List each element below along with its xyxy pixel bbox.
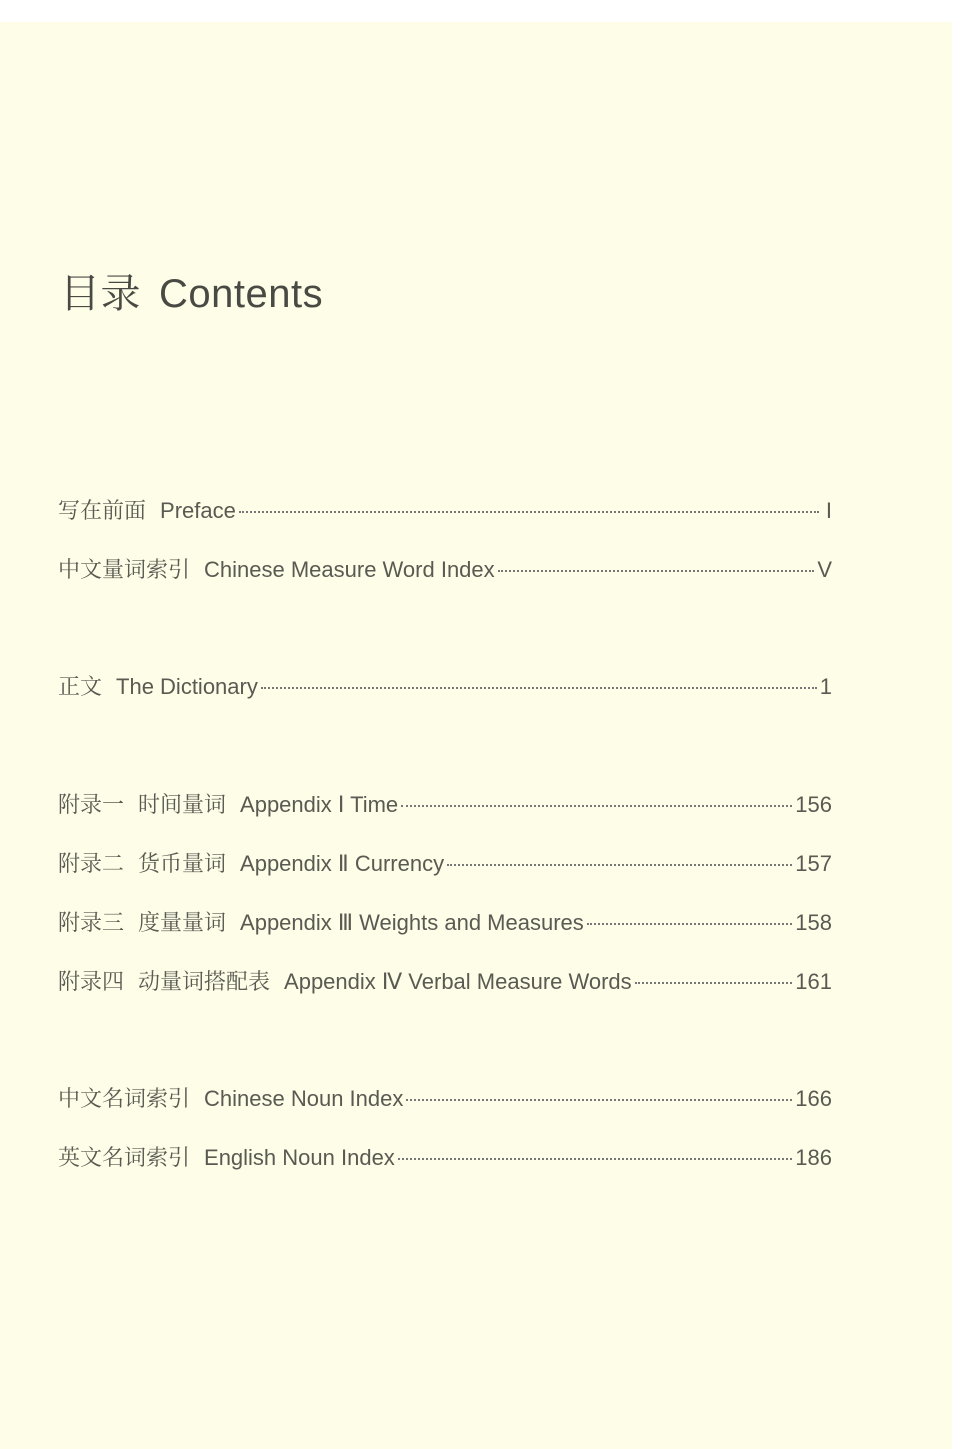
entry-page-number: 157 xyxy=(795,851,832,876)
entry-chinese-subtitle: 货币量词 xyxy=(138,851,227,876)
entry-chinese-label: 附录四 xyxy=(58,969,125,994)
entry-english-label: Appendix Ⅲ Weights and Measures xyxy=(240,910,584,935)
entry-english-label: Preface xyxy=(160,498,236,523)
entry-page-number: 158 xyxy=(795,910,832,935)
toc-entry[interactable] xyxy=(58,906,832,936)
entry-chinese-subtitle: 度量量词 xyxy=(138,910,227,935)
entry-chinese-subtitle: 动量词搭配表 xyxy=(138,969,271,994)
dot-leader xyxy=(401,805,792,807)
toc-entry[interactable] xyxy=(58,788,832,818)
entry-page-number: 161 xyxy=(795,969,832,994)
entry-page-number: I xyxy=(825,498,832,523)
entry-english-label: Chinese Measure Word Index xyxy=(204,557,495,582)
entry-chinese-label: 附录二 xyxy=(58,851,125,876)
entry-chinese-label: 中文名词索引 xyxy=(58,1086,191,1111)
dot-leader xyxy=(406,1099,792,1101)
toc-entry[interactable] xyxy=(58,553,832,583)
entry-english-label: Appendix Ⅳ Verbal Measure Words xyxy=(284,969,632,994)
entry-chinese-label: 附录三 xyxy=(58,910,125,935)
toc-entry[interactable] xyxy=(58,965,832,995)
entry-english-label: The Dictionary xyxy=(116,674,258,699)
entry-chinese-label: 中文量词索引 xyxy=(58,557,191,582)
dot-leader xyxy=(635,982,793,984)
entry-english-label: Appendix Ⅱ Currency xyxy=(240,851,445,876)
title-english: Contents xyxy=(159,272,324,316)
toc-entry[interactable] xyxy=(58,494,832,524)
dot-leader xyxy=(398,1158,792,1160)
entry-chinese-label: 写在前面 xyxy=(58,498,147,523)
dot-leader xyxy=(261,687,817,689)
toc-entry[interactable] xyxy=(58,847,832,877)
title-chinese: 目录 xyxy=(60,272,141,316)
book-page xyxy=(0,22,952,1449)
page-title xyxy=(60,262,323,319)
entry-page-number: V xyxy=(817,557,832,582)
entry-english-label: English Noun Index xyxy=(204,1145,395,1170)
entry-page-number: 166 xyxy=(795,1086,832,1111)
dot-leader xyxy=(447,864,792,866)
dot-leader xyxy=(239,511,819,513)
entry-english-label: Chinese Noun Index xyxy=(204,1086,404,1111)
entry-chinese-subtitle: 时间量词 xyxy=(138,792,227,817)
toc-entry[interactable] xyxy=(58,670,832,700)
entry-page-number: 156 xyxy=(795,792,832,817)
toc-entry[interactable] xyxy=(58,1082,832,1112)
entry-chinese-label: 英文名词索引 xyxy=(58,1145,191,1170)
entry-english-label: Appendix Ⅰ Time xyxy=(240,792,399,817)
entry-chinese-label: 附录一 xyxy=(58,792,125,817)
entry-page-number: 186 xyxy=(795,1145,832,1170)
toc-entry[interactable] xyxy=(58,1141,832,1171)
entry-chinese-label: 正文 xyxy=(58,674,103,699)
dot-leader xyxy=(587,923,793,925)
entry-page-number: 1 xyxy=(819,674,832,699)
dot-leader xyxy=(498,570,815,572)
